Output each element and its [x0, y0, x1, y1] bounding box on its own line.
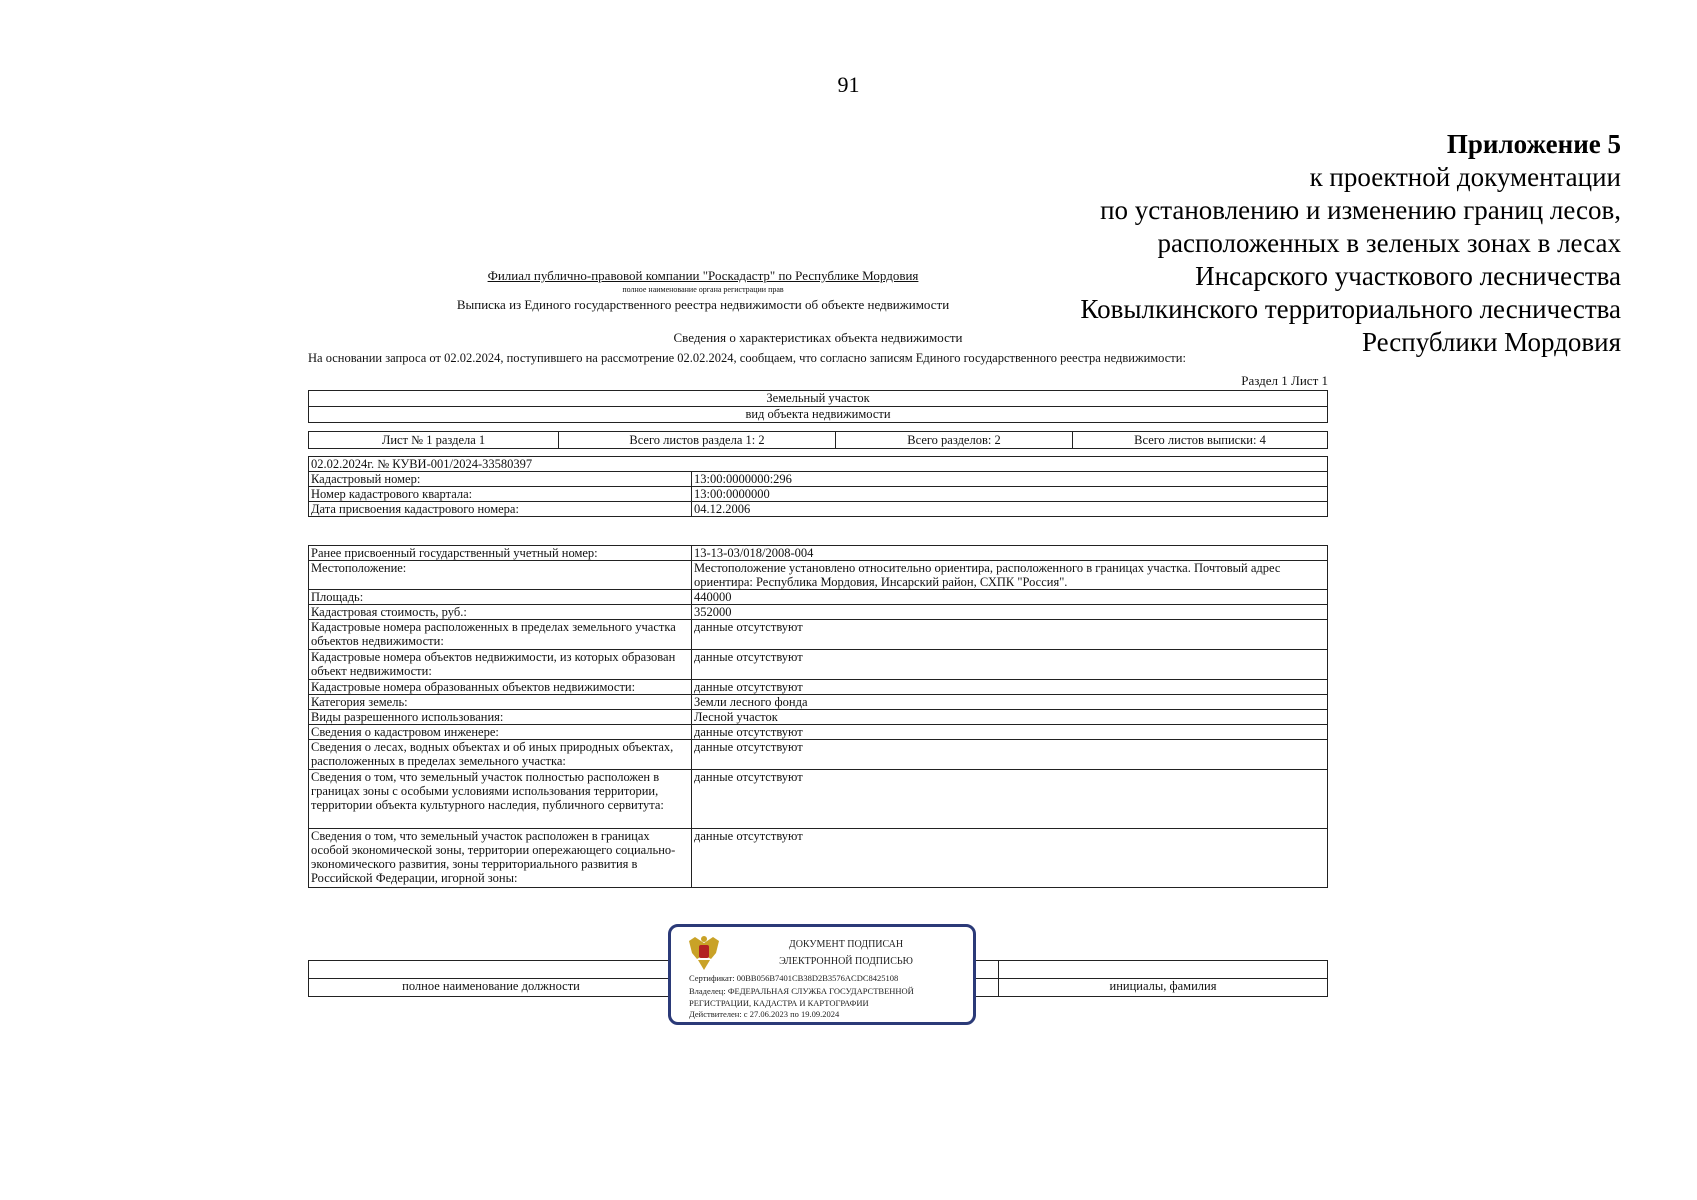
appendix-line: Ковылкинского территориального лесничества [1080, 294, 1621, 324]
object-type-note: вид объекта недвижимости [309, 407, 1328, 423]
table-row [309, 725, 1328, 740]
field-value: данные отсутствуют [692, 770, 1328, 829]
field-label: Сведения о кадастровом инженере: [309, 725, 692, 740]
field-value: 13:00:0000000 [692, 487, 1328, 502]
field-value: 13:00:0000000:296 [692, 472, 1328, 487]
table-row [309, 680, 1328, 695]
object-type: Земельный участок [309, 391, 1328, 407]
org-note: полное наименование органа регистрации прав [622, 285, 784, 294]
stamp-owner: Владелец: ФЕДЕРАЛЬНАЯ СЛУЖБА ГОСУДАРСТВЕННОЙ [689, 986, 914, 996]
field-value: 352000 [692, 605, 1328, 620]
field-value: Лесной участок [692, 710, 1328, 725]
field-label: Сведения о том, что земельный участок полностью расположен в границах зоны с особыми условиями использования территории, территории объекта культурного наследия, публичного сервитута: [309, 770, 692, 829]
position-label: полное наименование должности [309, 979, 674, 997]
appendix-line: расположенных в зеленых зонах в лесах [1157, 228, 1621, 258]
field-value: Местоположение установлено относительно ориентира, расположенного в границах участка. Почтовый адрес ориентира: Республика Мордовия, Инсарский район, СХПК "Россия". [692, 561, 1328, 590]
sheet-info-cell: Лист № 1 раздела 1 [309, 432, 559, 449]
table-row [309, 620, 1328, 650]
coat-of-arms-icon [685, 933, 723, 973]
field-label: Сведения о лесах, водных объектах и об иных природных объектах, расположенных в пределах земельного участка: [309, 740, 692, 770]
field-value: данные отсутствуют [692, 829, 1328, 888]
cadastral-table [308, 456, 1328, 517]
field-label: Дата присвоения кадастрового номера: [309, 502, 692, 517]
characteristics-table [308, 545, 1328, 888]
field-label: Сведения о том, что земельный участок расположен в границах особой экономической зоны, территории опережающего социально-экономического развития, зоны территориального развития в Российской Федерации, игорной зоны: [309, 829, 692, 888]
name-label: инициалы, фамилия [999, 979, 1328, 997]
field-value: данные отсутствуют [692, 725, 1328, 740]
table-row [309, 561, 1328, 590]
field-label: Кадастровые номера объектов недвижимости, из которых образован объект недвижимости: [309, 650, 692, 680]
stamp-line1: ДОКУМЕНТ ПОДПИСАН [788, 939, 904, 950]
table-row [309, 710, 1328, 725]
appendix-title: Приложение 5 [1446, 129, 1621, 159]
sheet-info-cell: Всего листов раздела 1: 2 [559, 432, 836, 449]
field-label: Площадь: [309, 590, 692, 605]
appendix-line: к проектной документации [1309, 162, 1621, 192]
field-value: данные отсутствуют [692, 620, 1328, 650]
sheet-info-cell: Всего листов выписки: 4 [1073, 432, 1328, 449]
table-row [309, 740, 1328, 770]
field-label: Кадастровые номера расположенных в пределах земельного участка объектов недвижимости: [309, 620, 692, 650]
electronic-signature-stamp [668, 924, 976, 1025]
sheet-info-cell: Всего разделов: 2 [836, 432, 1073, 449]
appendix-header [1080, 128, 1621, 359]
request-text: На основании запроса от 02.02.2024, поступившего на рассмотрение 02.02.2024, сообщаем, что согласно записям Единого государственного реестра недвижимости: [308, 351, 1186, 365]
table-row [309, 472, 1328, 487]
table-row [309, 695, 1328, 710]
table-row [309, 770, 1328, 829]
section-ref: Раздел 1 Лист 1 [1241, 373, 1328, 388]
table-row [309, 502, 1328, 517]
field-label: Виды разрешенного использования: [309, 710, 692, 725]
field-value: Земли лесного фонда [692, 695, 1328, 710]
table-row [309, 650, 1328, 680]
field-label: Ранее присвоенный государственный учетный номер: [309, 546, 692, 561]
field-label: Номер кадастрового квартала: [309, 487, 692, 502]
table-row [309, 590, 1328, 605]
stamp-owner: РЕГИСТРАЦИИ, КАДАСТРА И КАРТОГРАФИИ [689, 998, 869, 1008]
table-row [309, 487, 1328, 502]
stamp-validity: Действителен: с 27.06.2023 по 19.09.2024 [689, 1009, 840, 1019]
appendix-line: по установлению и изменению границ лесов, [1100, 195, 1621, 225]
field-value: 13-13-03/018/2008-004 [692, 546, 1328, 561]
field-label: Категория земель: [309, 695, 692, 710]
sheet-info-table [308, 431, 1328, 449]
table-row [309, 546, 1328, 561]
page-number: 91 [837, 72, 860, 97]
field-value: 04.12.2006 [692, 502, 1328, 517]
org-name: Филиал публично-правовой компании "Роскадастр" по Республике Мордовия [487, 268, 919, 283]
field-value: данные отсутствуют [692, 680, 1328, 695]
section-title: Сведения о характеристиках объекта недвижимости [673, 330, 963, 345]
field-value: данные отсутствуют [692, 740, 1328, 770]
table-row [309, 605, 1328, 620]
object-type-table [308, 390, 1328, 423]
record-number: 02.02.2024г. № КУВИ-001/2024-33580397 [309, 457, 1328, 472]
field-value: данные отсутствуют [692, 650, 1328, 680]
appendix-line: Республики Мордовия [1361, 327, 1621, 357]
field-label: Кадастровый номер: [309, 472, 692, 487]
table-row [309, 829, 1328, 888]
stamp-certificate: Сертификат: 00BB056B7401CB38D2B3576ACDC8425108 [689, 973, 899, 983]
extract-title: Выписка из Единого государственного реестра недвижимости об объекте недвижимости [456, 297, 950, 312]
stamp-line2: ЭЛЕКТРОННОЙ ПОДПИСЬЮ [779, 956, 913, 967]
appendix-line: Инсарского участкового лесничества [1195, 261, 1621, 291]
field-label: Кадастровые номера образованных объектов недвижимости: [309, 680, 692, 695]
field-label: Местоположение: [309, 561, 692, 590]
field-value: 440000 [692, 590, 1328, 605]
field-label: Кадастровая стоимость, руб.: [309, 605, 692, 620]
